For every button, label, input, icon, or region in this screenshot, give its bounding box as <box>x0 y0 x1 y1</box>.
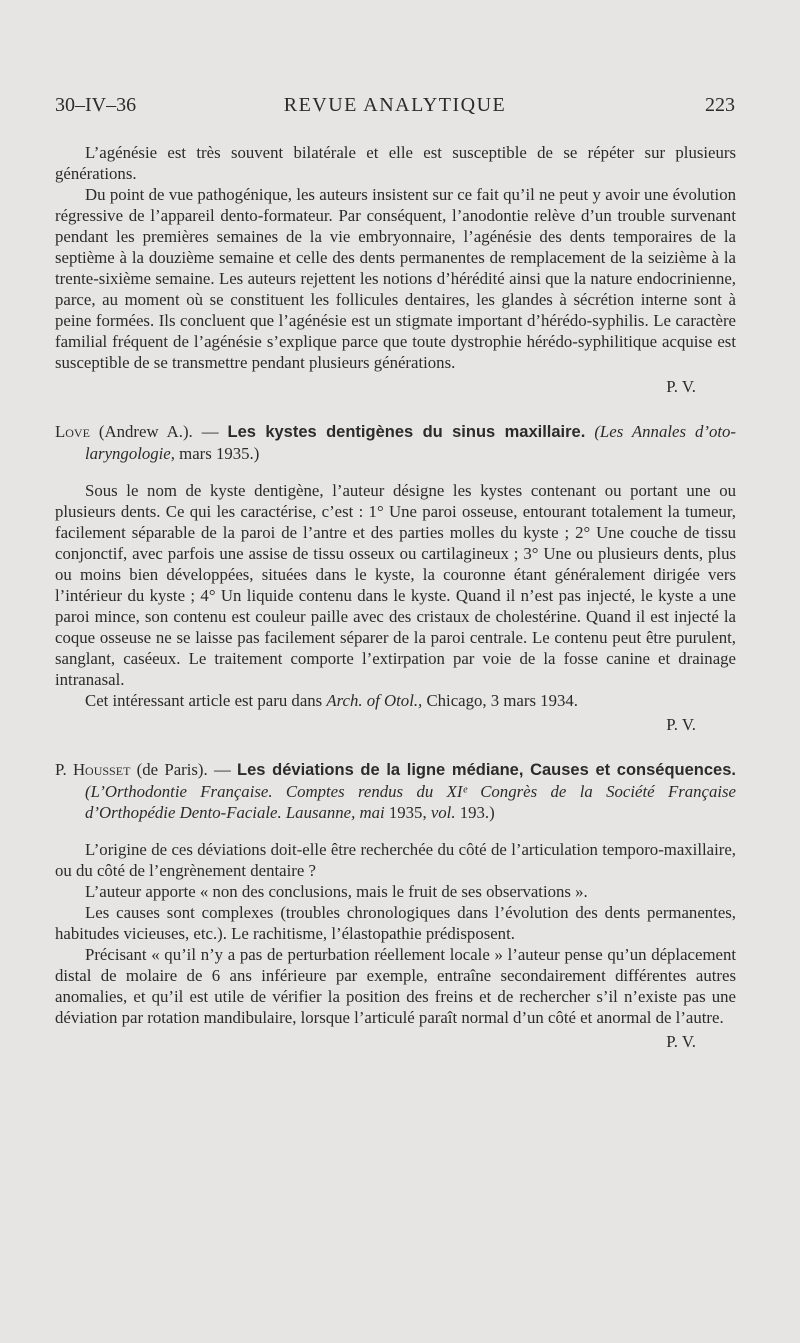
volume-label: vol. <box>430 803 456 822</box>
page-number: 223 <box>705 94 735 116</box>
header-title: REVUE ANALYTIQUE <box>283 94 507 116</box>
running-header <box>55 94 735 124</box>
intro-signature: P. V. <box>666 377 696 396</box>
text-fragment: Chicago, 3 mars 1934. <box>422 691 578 710</box>
entry-paragraph-3: Les causes sont complexes (troubles chronologiques dans l’évolution des dents permanentes, habitudes vicieuses, etc.). Le rachitisme, l’élastopathie prédisposent. <box>55 903 736 943</box>
article-title: Les déviations de la ligne médiane, Causes et conséquences. <box>237 761 736 779</box>
intro-paragraph-2: Du point de vue pathogénique, les auteurs insistent sur ce fait qu’il ne peut y avoir une évolution régressive de l’appareil dento-formateur. Par conséquent, l’anodontie relève d’un trouble survenant pendant les premières semaines de la vie embryonnaire, l’agénésie des dents temporaires de la septième à la douzième semaine et celle des dents permanentes de remplacement de la seizième à la trente-sixième semaine. Les auteurs rejettent les notions d’hérédité ainsi que la nature endocrinienne, parce, au moment où se constituent les follicules dentaires, les glandes à sécrétion interne sont à peine formées. Ils concluent que l’agénésie est un stigmate important d’hérédo-syphilis. Le caractère familial fréquent de l’agénésie s’explique parce que toute dystrophie hérédo-syphilitique acquise est susceptible de se transmettre pendant plusieurs générations. <box>55 185 736 372</box>
article-source: (Les Annales d’oto-laryngologie, <box>85 422 736 463</box>
journal-name: Arch. of Otol., <box>326 691 423 710</box>
entry-heading <box>55 421 736 464</box>
author-name: Love <box>55 422 90 441</box>
article-source: (L’Orthodontie Française. Comptes rendus du XIᵉ Congrès de la Société Française d’Orthopédie Dento-Faciale. Lausanne, mai <box>85 782 736 822</box>
intro-paragraph-1: L’agénésie est très souvent bilatérale et elle est susceptible de se répéter sur plusieurs générations. <box>55 143 736 183</box>
entry-housset <box>55 759 736 1052</box>
author-name: Housset <box>72 760 131 779</box>
entry-paragraph-1: Sous le nom de kyste dentigène, l’auteur désigne les kystes contenant ou portant une ou plusieurs dents. Ce qui les caractérise, c’est : 1° Une paroi osseuse, entourant totalement la tumeur, facilement séparable de la paroi de l’antre et des parties molles du kyste ; 2° Une couche de tissu conjonctif, avec parfois une assise de tissu osseux ou cartilagineux ; 3° Une ou plusieurs dents, plus ou moins bien développées, situées dans le kyste, la couronne étant généralement dirigée vers l’intérieur du kyste ; 4° Un liquide contenu dans le kyste. Quand il n’est pas injecté, le kyste a une paroi mince, son contenu est couleur paille avec des cristaux de cholestérine. Quand il est injecté la coque osseuse ne se laisse pas facilement séparer de la paroi centrale. Le contenu peut être purulent, sanglant, caséeux. Le traitement comporte l’extirpation par voie de la fosse canine et drainage intranasal. <box>55 481 736 689</box>
entry-signature: P. V. <box>666 715 696 734</box>
entry-paragraph-4: Précisant « qu’il n’y a pas de perturbation réellement locale » l’auteur pense qu’un déplacement distal de molaire de 6 ans inférieure par exemple, entraîne secondairement différentes autres anomalies, et qu’il est utile de vérifier la position des freins et de rechercher s’il n’existe pas une déviation par rotation mandibulaire, lorsque l’articulé paraît normal d’un côté et anormal de l’autre. <box>55 945 736 1027</box>
header-date: 30–IV–36 <box>55 94 137 116</box>
entry-paragraph-2: L’auteur apporte « non des conclusions, mais le fruit de ses observations ». <box>85 882 588 901</box>
text-fragment: Cet intéressant article est paru dans <box>85 691 327 710</box>
entry-love <box>55 421 736 735</box>
author-origin: (de Paris). — <box>130 760 238 779</box>
volume-number: 193.) <box>455 803 495 822</box>
page-content <box>55 142 736 1052</box>
author-initials: (Andrew A.). — <box>89 422 228 441</box>
entry-heading <box>55 759 736 823</box>
author-initial: P. <box>55 760 73 779</box>
entry-signature: P. V. <box>666 1032 696 1051</box>
entry-paragraph-1: L’origine de ces déviations doit-elle être recherchée du côté de l’articulation temporo-maxillaire, ou du côté de l’engrènement dentaire ? <box>55 840 736 880</box>
article-date: mars 1935.) <box>174 444 260 463</box>
article-title: Les kystes dentigènes du sinus maxillaire. <box>227 423 586 441</box>
article-year: 1935, <box>384 803 431 822</box>
entry-paragraph-2 <box>55 690 736 711</box>
